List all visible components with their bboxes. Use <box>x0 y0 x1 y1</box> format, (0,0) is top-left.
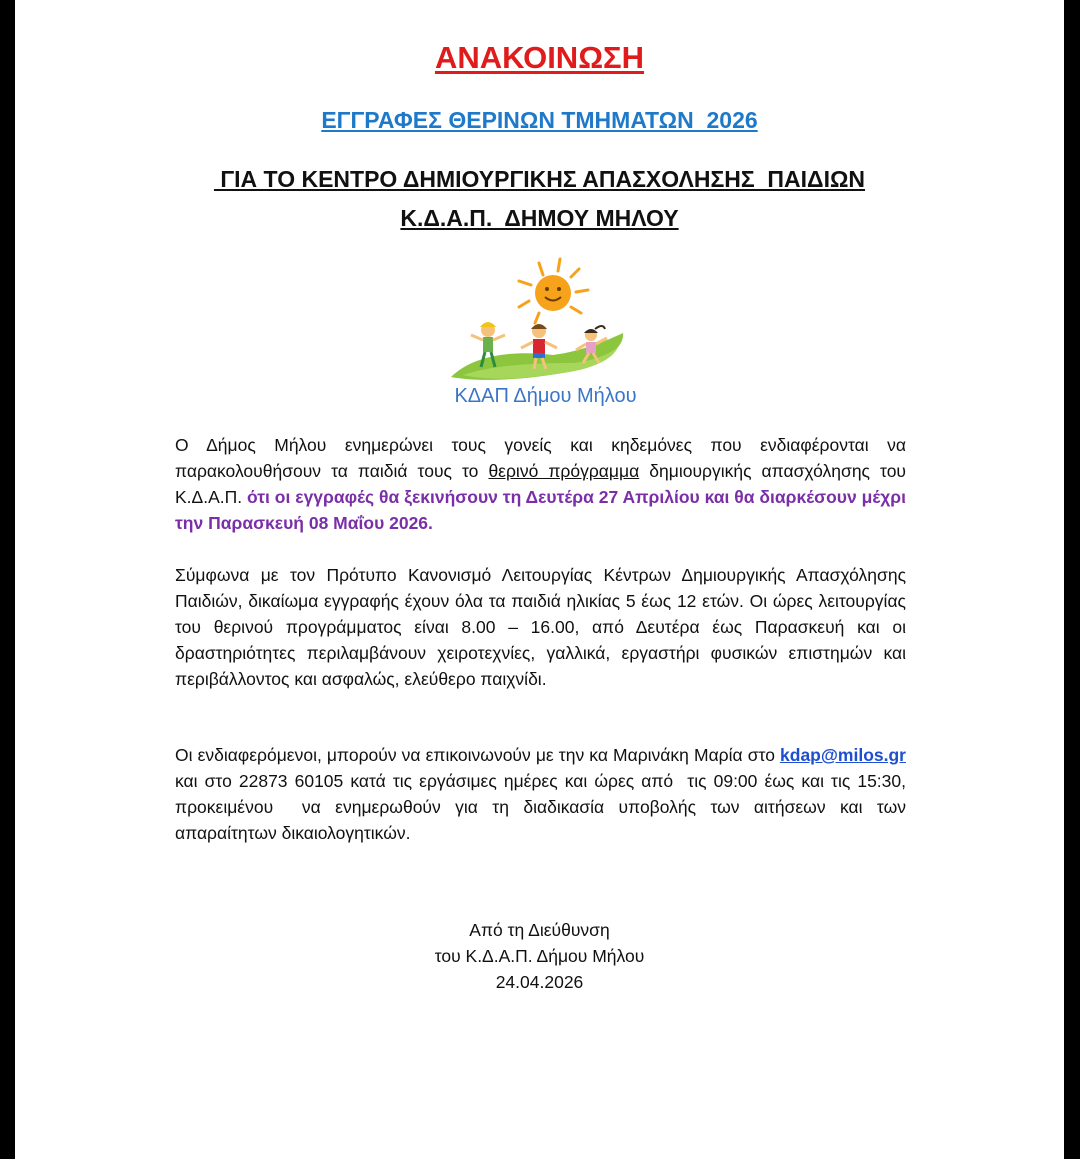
email-link[interactable]: kdap@milos.gr <box>780 745 906 765</box>
announcement-title: ΑΝΑΚΟΙΝΩΣΗ <box>434 40 645 75</box>
signature-line1: Από τη Διεύθυνση <box>469 920 610 940</box>
signature-block <box>15 917 1064 995</box>
paragraph1-text-part1: Ο Δήμος Μήλου ενημερώνει τους γονείς και κηδεμόνες που ενδιαφέρονται να παρακολουθήσουν τα παιδιά τους το <box>175 435 906 481</box>
paragraph-contact <box>175 742 916 846</box>
signature-date: 24.04.2026 <box>495 972 584 992</box>
kids-sun-illustration <box>433 255 658 385</box>
paragraph3-text-part2: και στο 22873 60105 κατά τις εργάσιμες ημέρες και ώρες από τις 09:00 έως και τις 15:30, προκειμένου να ενημερωθούν για τη διαδικασία υποβολής των αιτήσεων και των απαραίτητων δικαιολογητικών. <box>175 745 916 843</box>
summer-program-underlined: θερινό πρόγραμμα <box>488 461 640 481</box>
logo-text: ΚΔΑΠ Δήμου Μήλου <box>454 385 637 407</box>
registration-subtitle: ΕΓΓΡΑΦΕΣ ΘΕΡΙΝΩΝ ΤΜΗΜΑΤΩΝ 2026 <box>321 107 758 133</box>
registration-dates-highlight: ότι οι εγγραφές θα ξεκινήσουν τη Δευτέρα 27 Απριλίου και θα διαρκέσουν μέχρι την Παρασκευή 08 Μαΐου 2026. <box>175 487 906 533</box>
paragraph1-text-part2: δημιουργικής απασχόλησης του Κ.Δ.Α.Π. <box>175 461 906 507</box>
paragraph3-text-part1: Οι ενδιαφερόμενοι, μπορούν να επικοινωνούν με την κα Μαρινάκη Μαρία στο <box>175 745 781 765</box>
paragraph-registration-dates <box>175 432 906 536</box>
document-page <box>15 0 1064 1159</box>
kdap-logo <box>433 255 658 415</box>
signature-line2: του Κ.Δ.Α.Π. Δήμου Μήλου <box>434 946 645 966</box>
center-heading-line1: ΓΙΑ ΤΟ ΚΕΝΤΡΟ ΔΗΜΙΟΥΡΓΙΚΗΣ ΑΠΑΣΧΟΛΗΣΗΣ ΠΑΙΔΙΩΝ <box>213 166 866 192</box>
paragraph-eligibility: Σύμφωνα με τον Πρότυπο Κανονισμό Λειτουργίας Κέντρων Δημιουργικής Απασχόλησης Παιδιών, δικαίωμα εγγραφής έχουν όλα τα παιδιά ηλικίας 5 έως 12 ετών. Οι ώρες λειτουργίας του θερινού προγράμματος είναι 8.00 – 16.00, από Δευτέρα έως Παρασκευή και οι δραστηριότητες περιλαμβάνουν χειροτεχνίες, γαλλικά, εργαστήρι φυσικών επιστημών και περιβάλλοντος και ασφαλώς, ελεύθερο παιχνίδι. <box>175 565 906 689</box>
center-heading-line2: Κ.Δ.Α.Π. ΔΗΜΟΥ ΜΗΛΟΥ <box>400 205 679 231</box>
